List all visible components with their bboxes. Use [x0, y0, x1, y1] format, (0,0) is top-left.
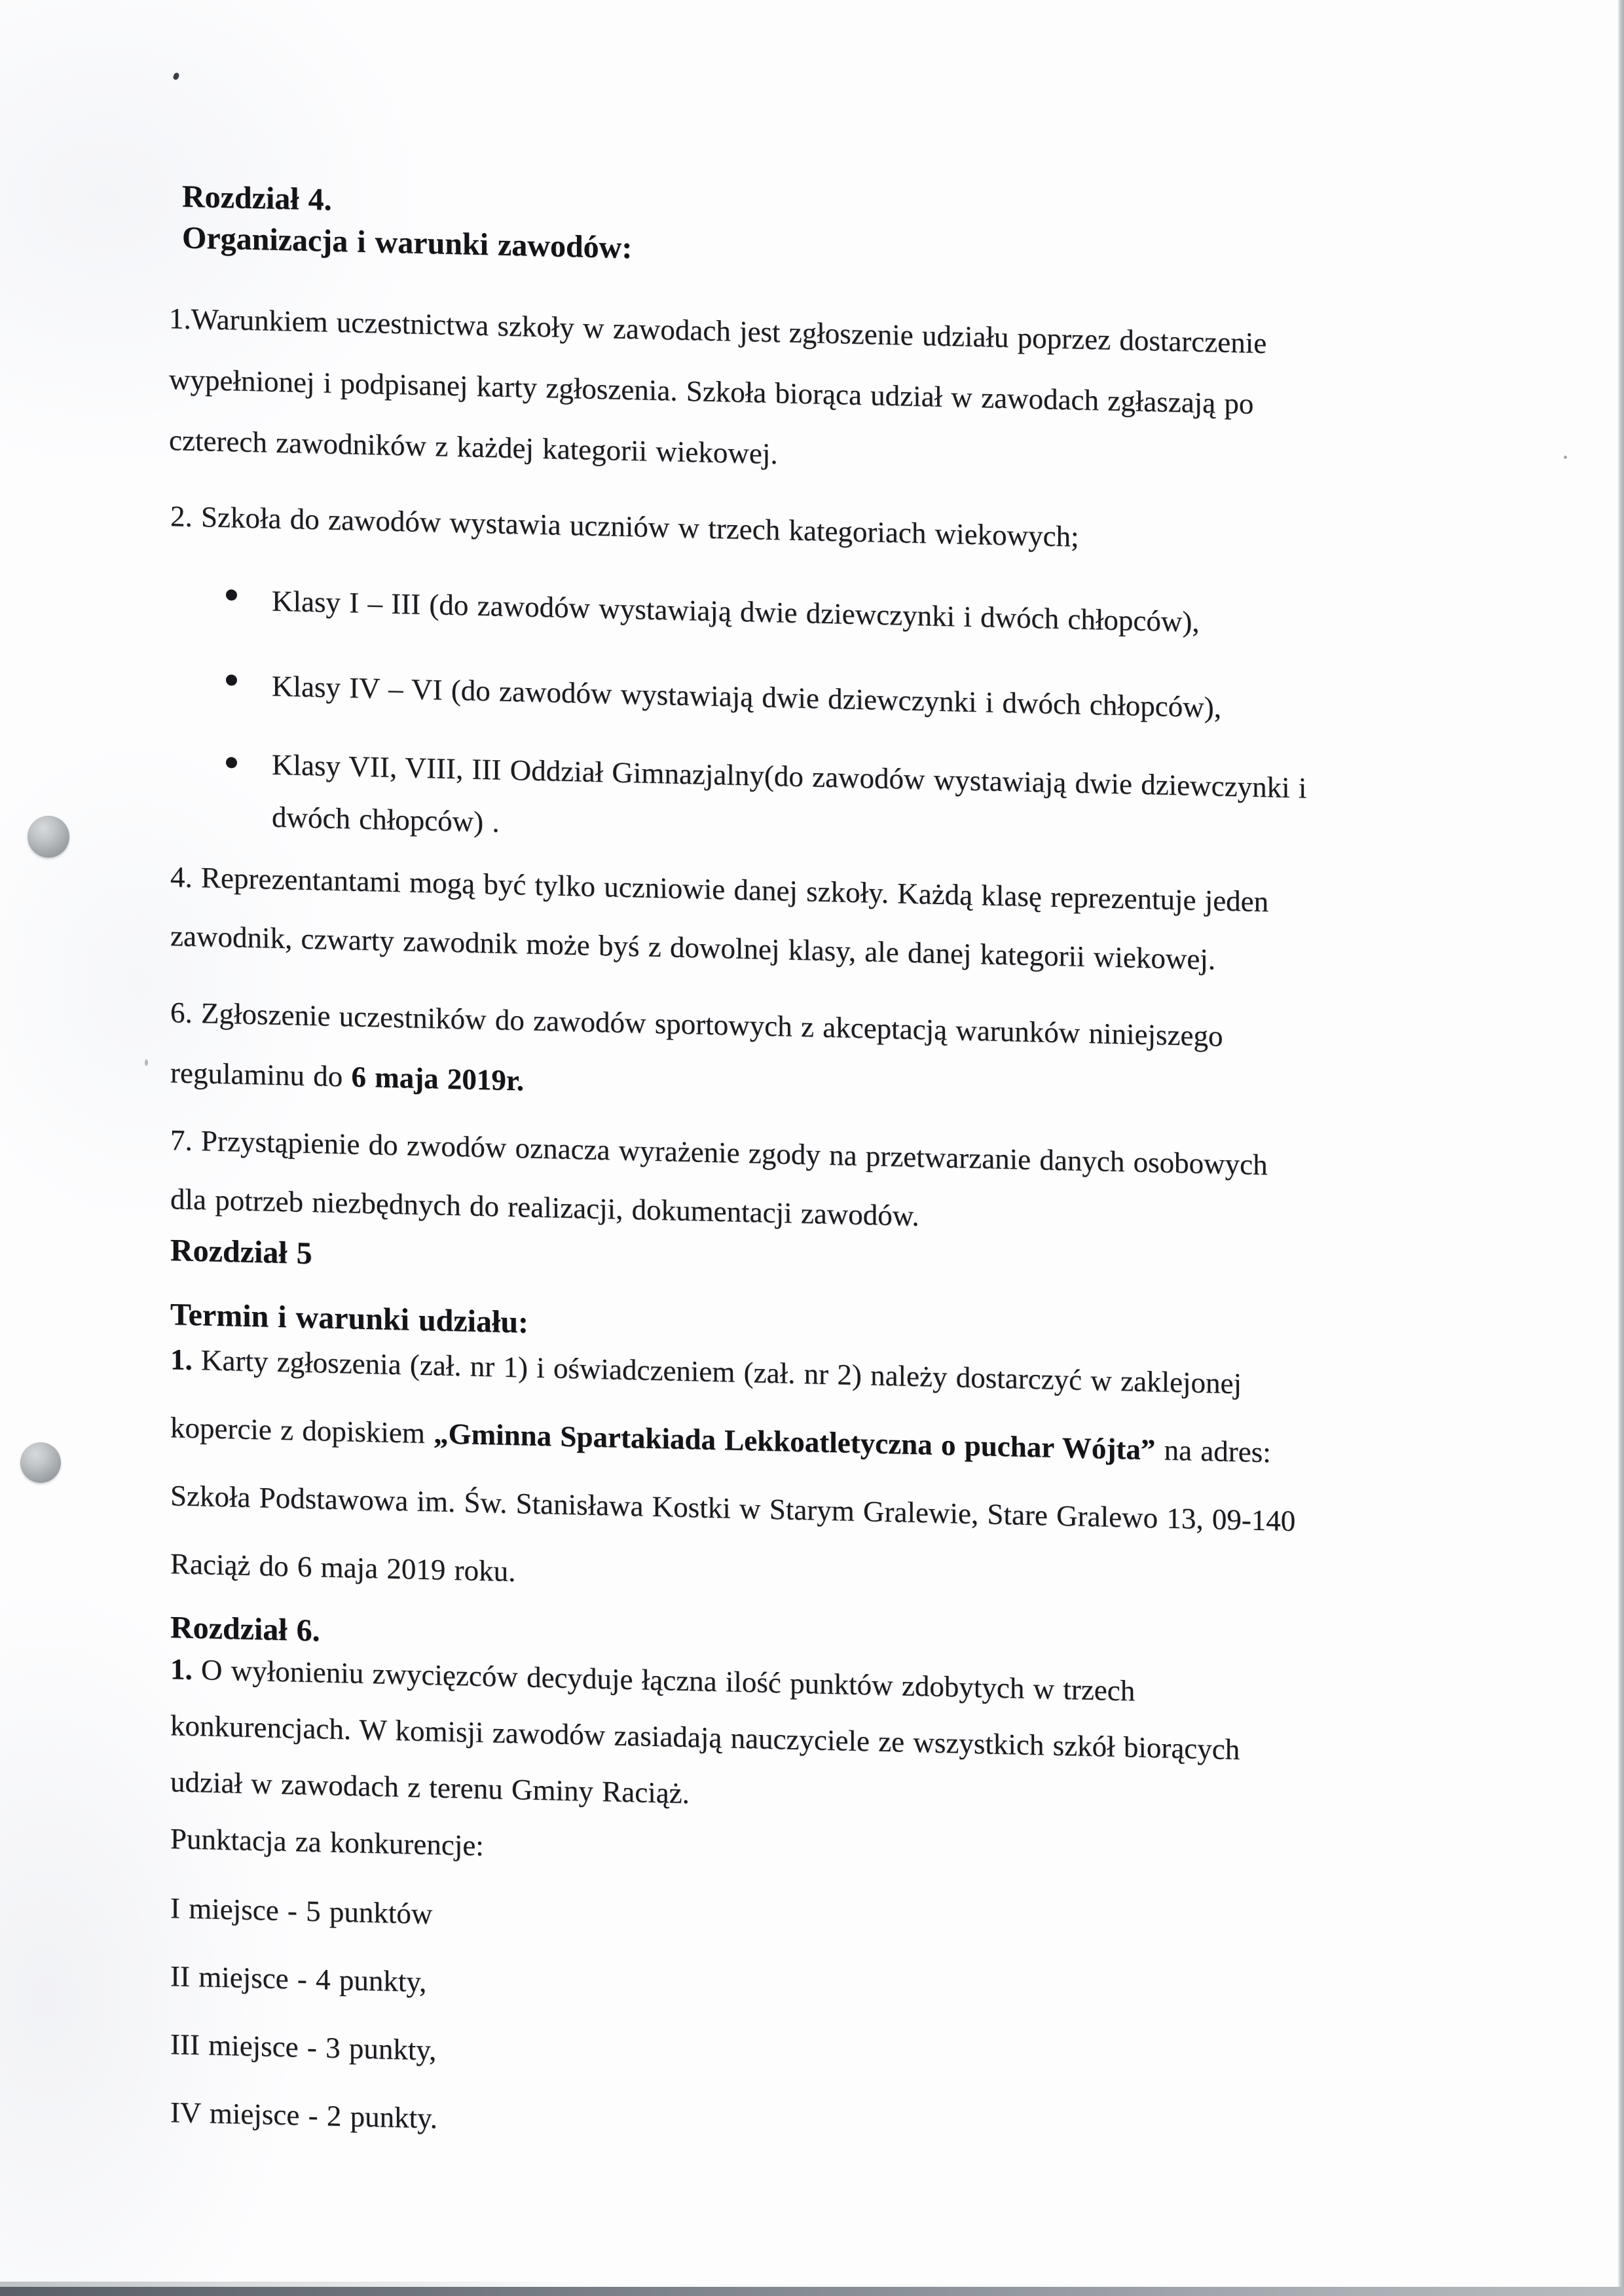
- chapter5-heading: Rozdział 5: [170, 1233, 312, 1271]
- list-item-text: Klasy IV – VI (do zawodów wystawiają dwie dziewczynki i dwóch chłopców),: [272, 669, 1221, 724]
- scoring-list: I miejsce - 5 punktów II miejsce - 4 punkty, III miejsce - 3 punkty, IV miejsce - 2 punkty.: [170, 1891, 437, 2135]
- chapter4-paragraph1: 1.Warunkiem uczestnictwa szkoły w zawodach jest zgłoszenie udziału poprzez dostarczenie wypełnionej i podpisanej karty zgłoszenia. Szkoła biorąca udział w zawodach zgłaszają po czterech zawodników z każdej kategorii wiekowej.: [169, 302, 1267, 471]
- list-item-text: Klasy I – III (do zawodów wystawiają dwie dziewczynki i dwóch chłopców),: [272, 584, 1200, 638]
- document-text-block: [164, 175, 1447, 2135]
- chapter6-item1: 1. O wyłonieniu zwycięzców decyduje łączna ilość punktów zdobytych w trzech konkurencjach. W komisji zawodów zasiadają nauczyciele ze wszystkich szkół biorących udział w zawodach z terenu Gminy Raciąż.: [170, 1652, 1240, 1810]
- chapter4-heading-line1: Rozdział 4.: [182, 179, 332, 217]
- scan-speck: [172, 72, 180, 81]
- scoring-title: Punktacja za konkurencje:: [170, 1822, 484, 1863]
- chapter4-item7: 7. Przystąpienie do zwodów oznacza wyrażenie zgody na przetwarzanie danych osobowych dla potrzeb niezbędnych do realizacji, dokumentacji zawodów.: [170, 1123, 1268, 1233]
- chapter5-subheading: Termin i warunki udziału:: [170, 1297, 529, 1340]
- chapter4-item4: 4. Reprezentantami mogą być tylko uczniowie danej szkoły. Każdą klasę reprezentuje jeden zawodnik, czwarty zawodnik może byś z dowolnej klasy, ale danej kategorii wiekowej.: [170, 860, 1269, 976]
- chapter4-heading-line2: Organizacja i warunki zawodów:: [182, 220, 633, 266]
- scan-speck: [1564, 456, 1567, 459]
- scan-speck: [145, 1059, 148, 1066]
- age-category-list: [164, 568, 1408, 839]
- list-item-text: Klasy VII, VIII, III Oddział Gimnazjalny(do zawodów wystawiają dwie dziewczynki i dwóch chłopców) .: [272, 748, 1307, 839]
- chapter4-item2: 2. Szkoła do zawodów wystawia uczniów w trzech kategoriach wiekowych;: [170, 500, 1079, 553]
- bullet-icon: [226, 757, 237, 768]
- chapter5-item1: 1. Karty zgłoszenia (zał. nr 1) i oświadczeniem (zał. nr 2) należy dostarczyć w zaklejonej kopercie z dopiskiem „Gminna Spartakiada Lekkoatletyczna o puchar Wójta” na adres: Szkoła Podstawowa im. Św. Stanisława Kostki w Starym Gralewie, Stare Gralewo 13, 09-140 Raciąż do 6 maja 2019 roku.: [170, 1343, 1296, 1588]
- chapter4-item6: 6. Zgłoszenie uczestników do zawodów sportowych z akceptacją warunków niniejszego regulaminu do 6 maja 2019r.: [170, 996, 1223, 1097]
- chapter4-heading: [182, 176, 632, 269]
- bullet-icon: [226, 674, 237, 685]
- list-item: [164, 736, 1408, 839]
- scanner-right-edge-shadow: [1617, 0, 1624, 2296]
- bullet-icon: [226, 589, 237, 600]
- list-item: [164, 568, 1408, 638]
- chapter6-heading: Rozdział 6.: [170, 1610, 320, 1649]
- scanner-bottom-edge: [0, 2287, 1624, 2296]
- hole-punch-mark: [28, 816, 69, 858]
- list-item: [164, 653, 1408, 724]
- hole-punch-mark: [20, 1442, 61, 1483]
